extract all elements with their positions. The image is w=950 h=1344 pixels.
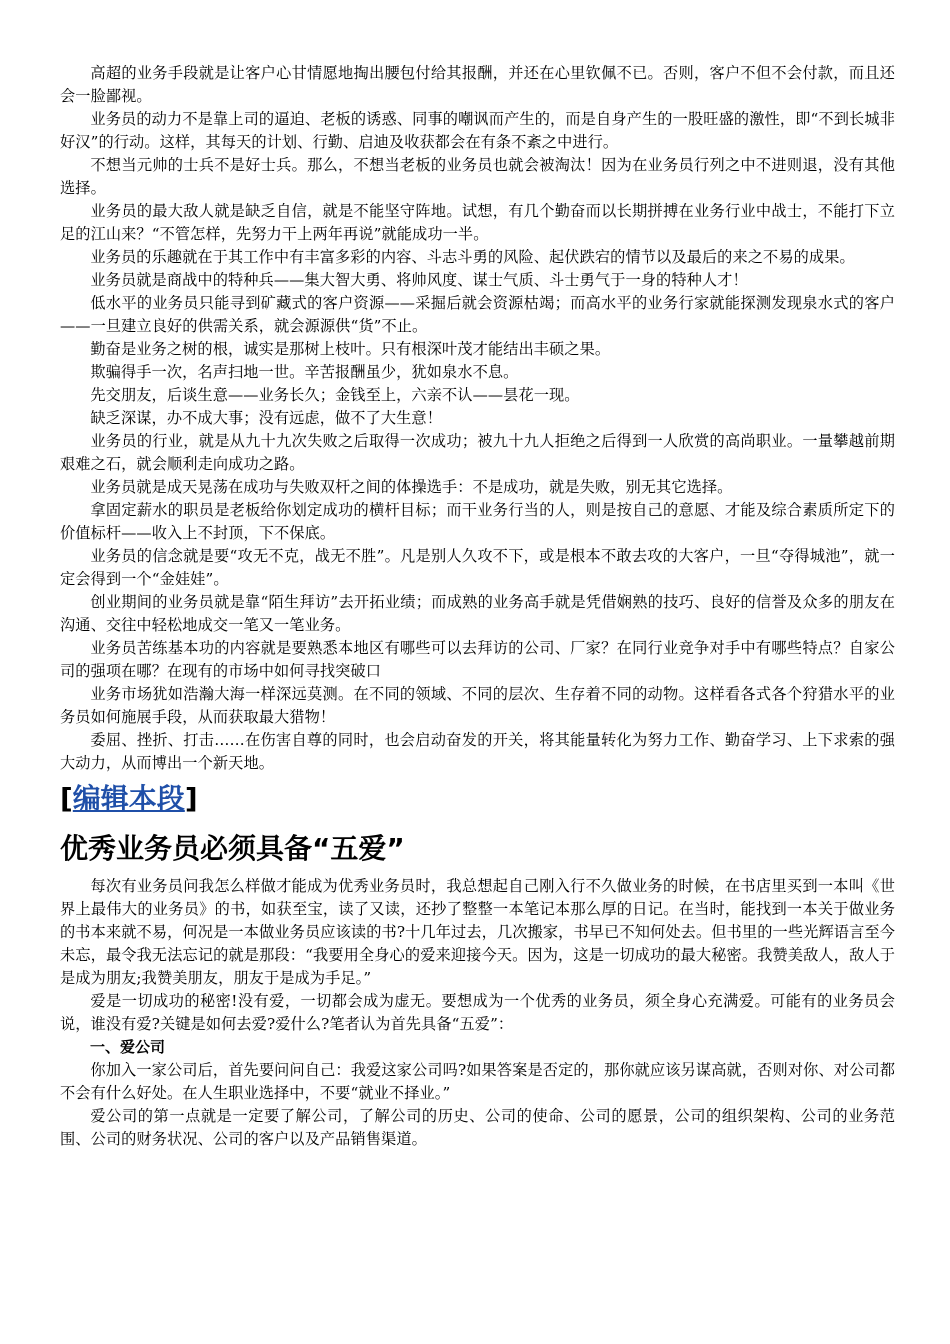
document-page — [60, 62, 895, 1151]
body-text — [60, 62, 895, 775]
paragraph: 业务员的乐趣就在于其工作中有丰富多彩的内容、斗志斗勇的风险、起伏跌宕的情节以及最后的来之不易的成果。 — [90, 248, 855, 266]
paragraph: 业务员的动力不是靠上司的逼迫、老板的诱惑、同事的嘲讽而产生的，而是自身产生的一股旺盛的激性，即“不到长城非好汉”的行动。这样，其每天的计划、行勤、启迪及收获都会在有条不紊之中进行。 — [60, 110, 895, 151]
paragraph: 缺乏深谋，办不成大事；没有远虑，做不了大生意！ — [90, 409, 443, 427]
paragraph: 欺骗得手一次，名声扫地一世。辛苦报酬虽少，犹如泉水不息。 — [90, 363, 519, 381]
paragraph: 高超的业务手段就是让客户心甘情愿地掏出腰包付给其报酬，并还在心里钦佩不已。否则，客户不但不会付款，而且还会一脸鄙视。 — [60, 64, 895, 105]
paragraph: 拿固定薪水的职员是老板给你划定成功的横杆目标；而干业务行当的人，则是按自己的意愿、才能及综合素质所定下的价值标杆——收入上不封顶，下不保底。 — [60, 501, 895, 542]
paragraph: 业务员的信念就是要“攻无不克，战无不胜”。凡是别人久攻不下，或是根本不敢去攻的大客户，一旦“夺得城池”，就一定会得到一个“金娃娃”。 — [60, 547, 895, 588]
paragraph: 业务员就是成天晃荡在成功与失败双杆之间的体操选手：不是成功，就是失败，别无其它选择。 — [90, 478, 733, 496]
paragraph: 业务员的最大敌人就是缺乏自信，就是不能坚守阵地。试想，有几个勤奋而以长期拼搏在业务行业中战士，不能打下立足的江山来？“不管怎样，先努力干上两年再说”就能成功一半。 — [60, 202, 895, 243]
subsection-heading: 一、爱公司 — [90, 1038, 166, 1056]
paragraph: 每次有业务员问我怎么样做才能成为优秀业务员时，我总想起自己刚入行不久做业务的时候，在书店里买到一本叫《世界上最伟大的业务员》的书，如获至宝，读了又读，还抄了整整一本笔记本那么厚的日记。在当时，能找到一本关于做业务的书本来就不易，何况是一本做业务员应该读的书?十几年过去，几次搬家，书早已不知何处去。但书里的一些光辉语言至今未忘，最令我无法忘记的就是那段：“我要用全身心的爱来迎接今天。因为，这是一切成功的最大秘密。我赞美敌人，敌人于是成为朋友;我赞美朋友，朋友于是成为手足。” — [60, 877, 895, 987]
paragraph: 爱公司的第一点就是一定要了解公司，了解公司的历史、公司的使命、公司的愿景，公司的组织架构、公司的业务范围、公司的财务状况、公司的客户以及产品销售渠道。 — [60, 1107, 895, 1148]
paragraph: 低水平的业务员只能寻到矿藏式的客户资源——采掘后就会资源枯竭；而高水平的业务行家就能探测发现泉水式的客户——一旦建立良好的供需关系，就会源源供“货”不止。 — [60, 294, 895, 335]
paragraph: 业务员苦练基本功的内容就是要熟悉本地区有哪些可以去拜访的公司、厂家？在同行业竞争对手中有哪些特点？自家公司的强项在哪？在现有的市场中如何寻找突破口 — [60, 639, 895, 680]
paragraph: 委屈、挫折、打击……在伤害自尊的同时，也会启动奋发的开关，将其能量转化为努力工作、勤奋学习、上下求索的强大动力，从而博出一个新天地。 — [60, 731, 895, 772]
paragraph: 勤奋是业务之树的根，诚实是那树上枝叶。只有根深叶茂才能结出丰硕之果。 — [90, 340, 611, 358]
paragraph: 不想当元帅的士兵不是好士兵。那么，不想当老板的业务员也就会被淘汰！因为在业务员行列之中不进则退，没有其他选择。 — [60, 156, 895, 197]
paragraph: 业务员的行业，就是从九十九次失败之后取得一次成功；被九十九人拒绝之后得到一人欣赏的高尚职业。一量攀越前期艰难之石，就会顺利走向成功之路。 — [60, 432, 895, 473]
paragraph: 你加入一家公司后，首先要问问自己：我爱这家公司吗?如果答案是否定的，那你就应该另谋高就，否则对你、对公司都不会有什么好处。在人生职业选择中，不要“就业不择业。” — [60, 1061, 895, 1102]
section-title: 优秀业务员必须具备“五爱” — [60, 832, 405, 865]
paragraph: 先交朋友，后谈生意——业务长久；金钱至上，六亲不认——昙花一现。 — [90, 386, 580, 404]
paragraph: 创业期间的业务员就是靠“陌生拜访”去开拓业绩；而成熟的业务高手就是凭借娴熟的技巧、良好的信誉及众多的朋友在沟通、交往中轻松地成交一笔又一笔业务。 — [60, 593, 895, 634]
edit-section — [60, 777, 895, 821]
paragraph: 爱是一切成功的秘密!没有爱，一切都会成为虚无。要想成为一个优秀的业务员，须全身心充满爱。可能有的业务员会说，谁没有爱?关键是如何去爱?爱什么?笔者认为首先具备“五爱”： — [60, 992, 895, 1033]
paragraph: 业务员就是商战中的特种兵——集大智大勇、将帅风度、谋士气质、斗士勇气于一身的特种人才！ — [90, 271, 748, 289]
edit-section-link[interactable]: 编辑本段 — [72, 782, 185, 815]
edit-bracket-close: ] — [184, 782, 198, 815]
edit-bracket-open: [ — [60, 782, 73, 815]
paragraph: 业务市场犹如浩瀚大海一样深远莫测。在不同的领域、不同的层次、生存着不同的动物。这样看各式各个狩猎水平的业务员如何施展手段，从而获取最大猎物！ — [60, 685, 895, 726]
